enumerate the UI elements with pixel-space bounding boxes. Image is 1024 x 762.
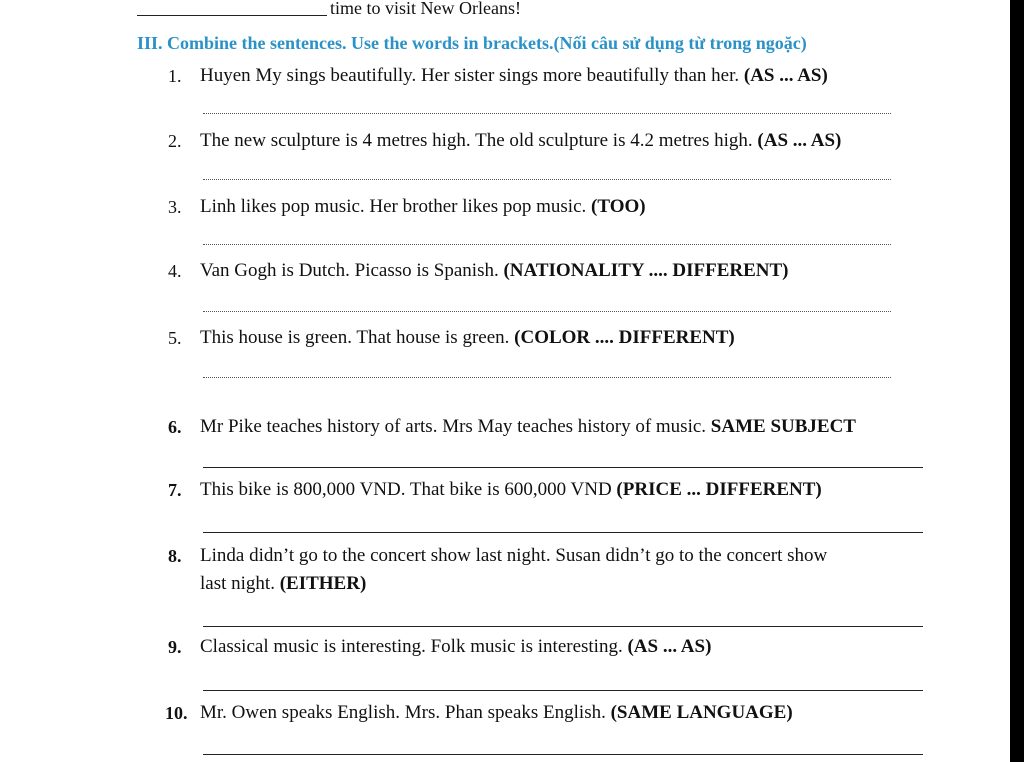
answer-line[interactable] (203, 532, 923, 533)
exercise-sentence: Mr Pike teaches history of arts. Mrs May teaches history of music. SAME SUBJECT (200, 416, 856, 437)
answer-line[interactable] (203, 179, 891, 180)
exercise-sentence: Huyen My sings beautifully. Her sister sings more beautifully than her. (AS ... AS) (200, 65, 828, 86)
exercise-number: 2. (168, 131, 182, 151)
answer-line[interactable] (203, 690, 923, 691)
exercise-sentence: Linh likes pop music. Her brother likes pop music. (TOO) (200, 196, 646, 217)
exercise-keyword: (EITHER) (279, 573, 367, 594)
exercise-keyword: (AS ... AS) (743, 65, 828, 86)
exercise-keyword: (PRICE ... DIFFERENT) (616, 479, 822, 500)
exercise-keyword: (NATIONALITY .... DIFFERENT) (503, 260, 789, 281)
exercise-keyword: (TOO) (591, 196, 646, 217)
exercise-number: 8. (168, 546, 182, 566)
exercise-number: 5. (168, 328, 182, 348)
exercise-sentence: Classical music is interesting. Folk music is interesting. (AS ... AS) (200, 636, 712, 657)
exercise-number: 3. (168, 197, 182, 217)
answer-line[interactable] (203, 467, 923, 468)
answer-line[interactable] (203, 311, 891, 312)
exercise-keyword: (COLOR .... DIFFERENT) (514, 327, 735, 348)
exercise-keyword: (AS ... AS) (627, 636, 712, 657)
answer-line[interactable] (203, 113, 891, 114)
exercise-sentence: Linda didn’t go to the concert show last night. Susan didn’t go to the concert show (200, 545, 828, 566)
answer-line-top (137, 15, 327, 16)
exercise-sentence: Van Gogh is Dutch. Picasso is Spanish. (NATIONALITY .... DIFFERENT) (200, 260, 789, 281)
exercise-sentence: The new sculpture is 4 metres high. The old sculpture is 4.2 metres high. (AS ... AS) (200, 130, 842, 151)
exercise-number: 1. (168, 66, 182, 86)
answer-line[interactable] (203, 244, 891, 245)
exercise-sentence: Mr. Owen speaks English. Mrs. Phan speaks English. (SAME LANGUAGE) (200, 702, 793, 723)
answer-line[interactable] (203, 754, 923, 755)
exercise-number: 10. (165, 703, 188, 723)
exercise-sentence: This bike is 800,000 VND. That bike is 600,000 VND (PRICE ... DIFFERENT) (200, 479, 822, 500)
exercise-sentence: This house is green. That house is green. (COLOR .... DIFFERENT) (200, 327, 735, 348)
exercise-keyword: SAME SUBJECT (710, 416, 856, 437)
exercise-number: 4. (168, 261, 182, 281)
exercise-sentence-continued: last night. (EITHER) (200, 573, 367, 594)
top-line-text: time to visit New Orleans! (330, 0, 521, 18)
exercise-number: 7. (168, 480, 182, 500)
exercise-number: 9. (168, 637, 182, 657)
answer-line[interactable] (203, 626, 923, 627)
exercise-number: 6. (168, 417, 182, 437)
answer-line[interactable] (203, 377, 891, 378)
section-heading: III. Combine the sentences. Use the words in brackets.(Nối câu sử dụng từ trong ngoặc) (137, 33, 807, 53)
exercise-keyword: (AS ... AS) (757, 130, 842, 151)
exercise-keyword: (SAME LANGUAGE) (610, 702, 793, 723)
